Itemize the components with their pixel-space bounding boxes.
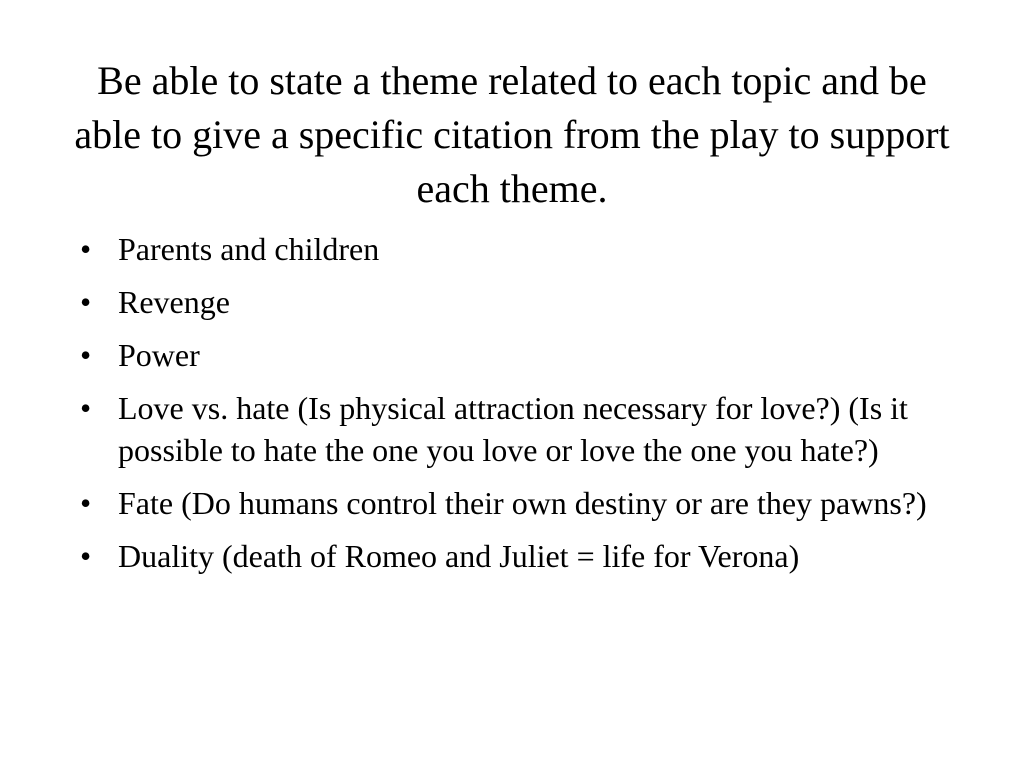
bullet-icon: •	[80, 485, 92, 521]
bullet-icon: •	[80, 538, 92, 574]
bullet-list	[80, 228, 930, 588]
bullet-item-fate	[80, 482, 930, 524]
bullet-icon: •	[80, 284, 92, 320]
bullet-text: Revenge	[118, 284, 230, 320]
bullet-item-revenge	[80, 281, 930, 323]
bullet-text: Power	[118, 337, 200, 373]
slide-title: Be able to state a theme related to each topic and be able to give a specific citation from the play to support each theme.	[74, 58, 950, 211]
bullet-item-power	[80, 334, 930, 376]
bullet-text: Duality (death of Romeo and Juliet = life for Verona)	[118, 538, 800, 574]
bullet-icon: •	[80, 231, 92, 267]
bullet-icon: •	[80, 337, 92, 373]
bullet-text: Parents and children	[118, 231, 380, 267]
bullet-item-duality	[80, 535, 930, 577]
bullet-icon: •	[80, 390, 92, 426]
bullet-item-love-vs-hate	[80, 387, 930, 471]
bullet-text: Fate (Do humans control their own destiny or are they pawns?)	[118, 485, 927, 521]
bullet-text: Love vs. hate (Is physical attraction necessary for love?) (Is it possible to hate the one you love or love the one you hate?)	[118, 390, 908, 468]
bullet-item-parents-and-children	[80, 228, 930, 270]
